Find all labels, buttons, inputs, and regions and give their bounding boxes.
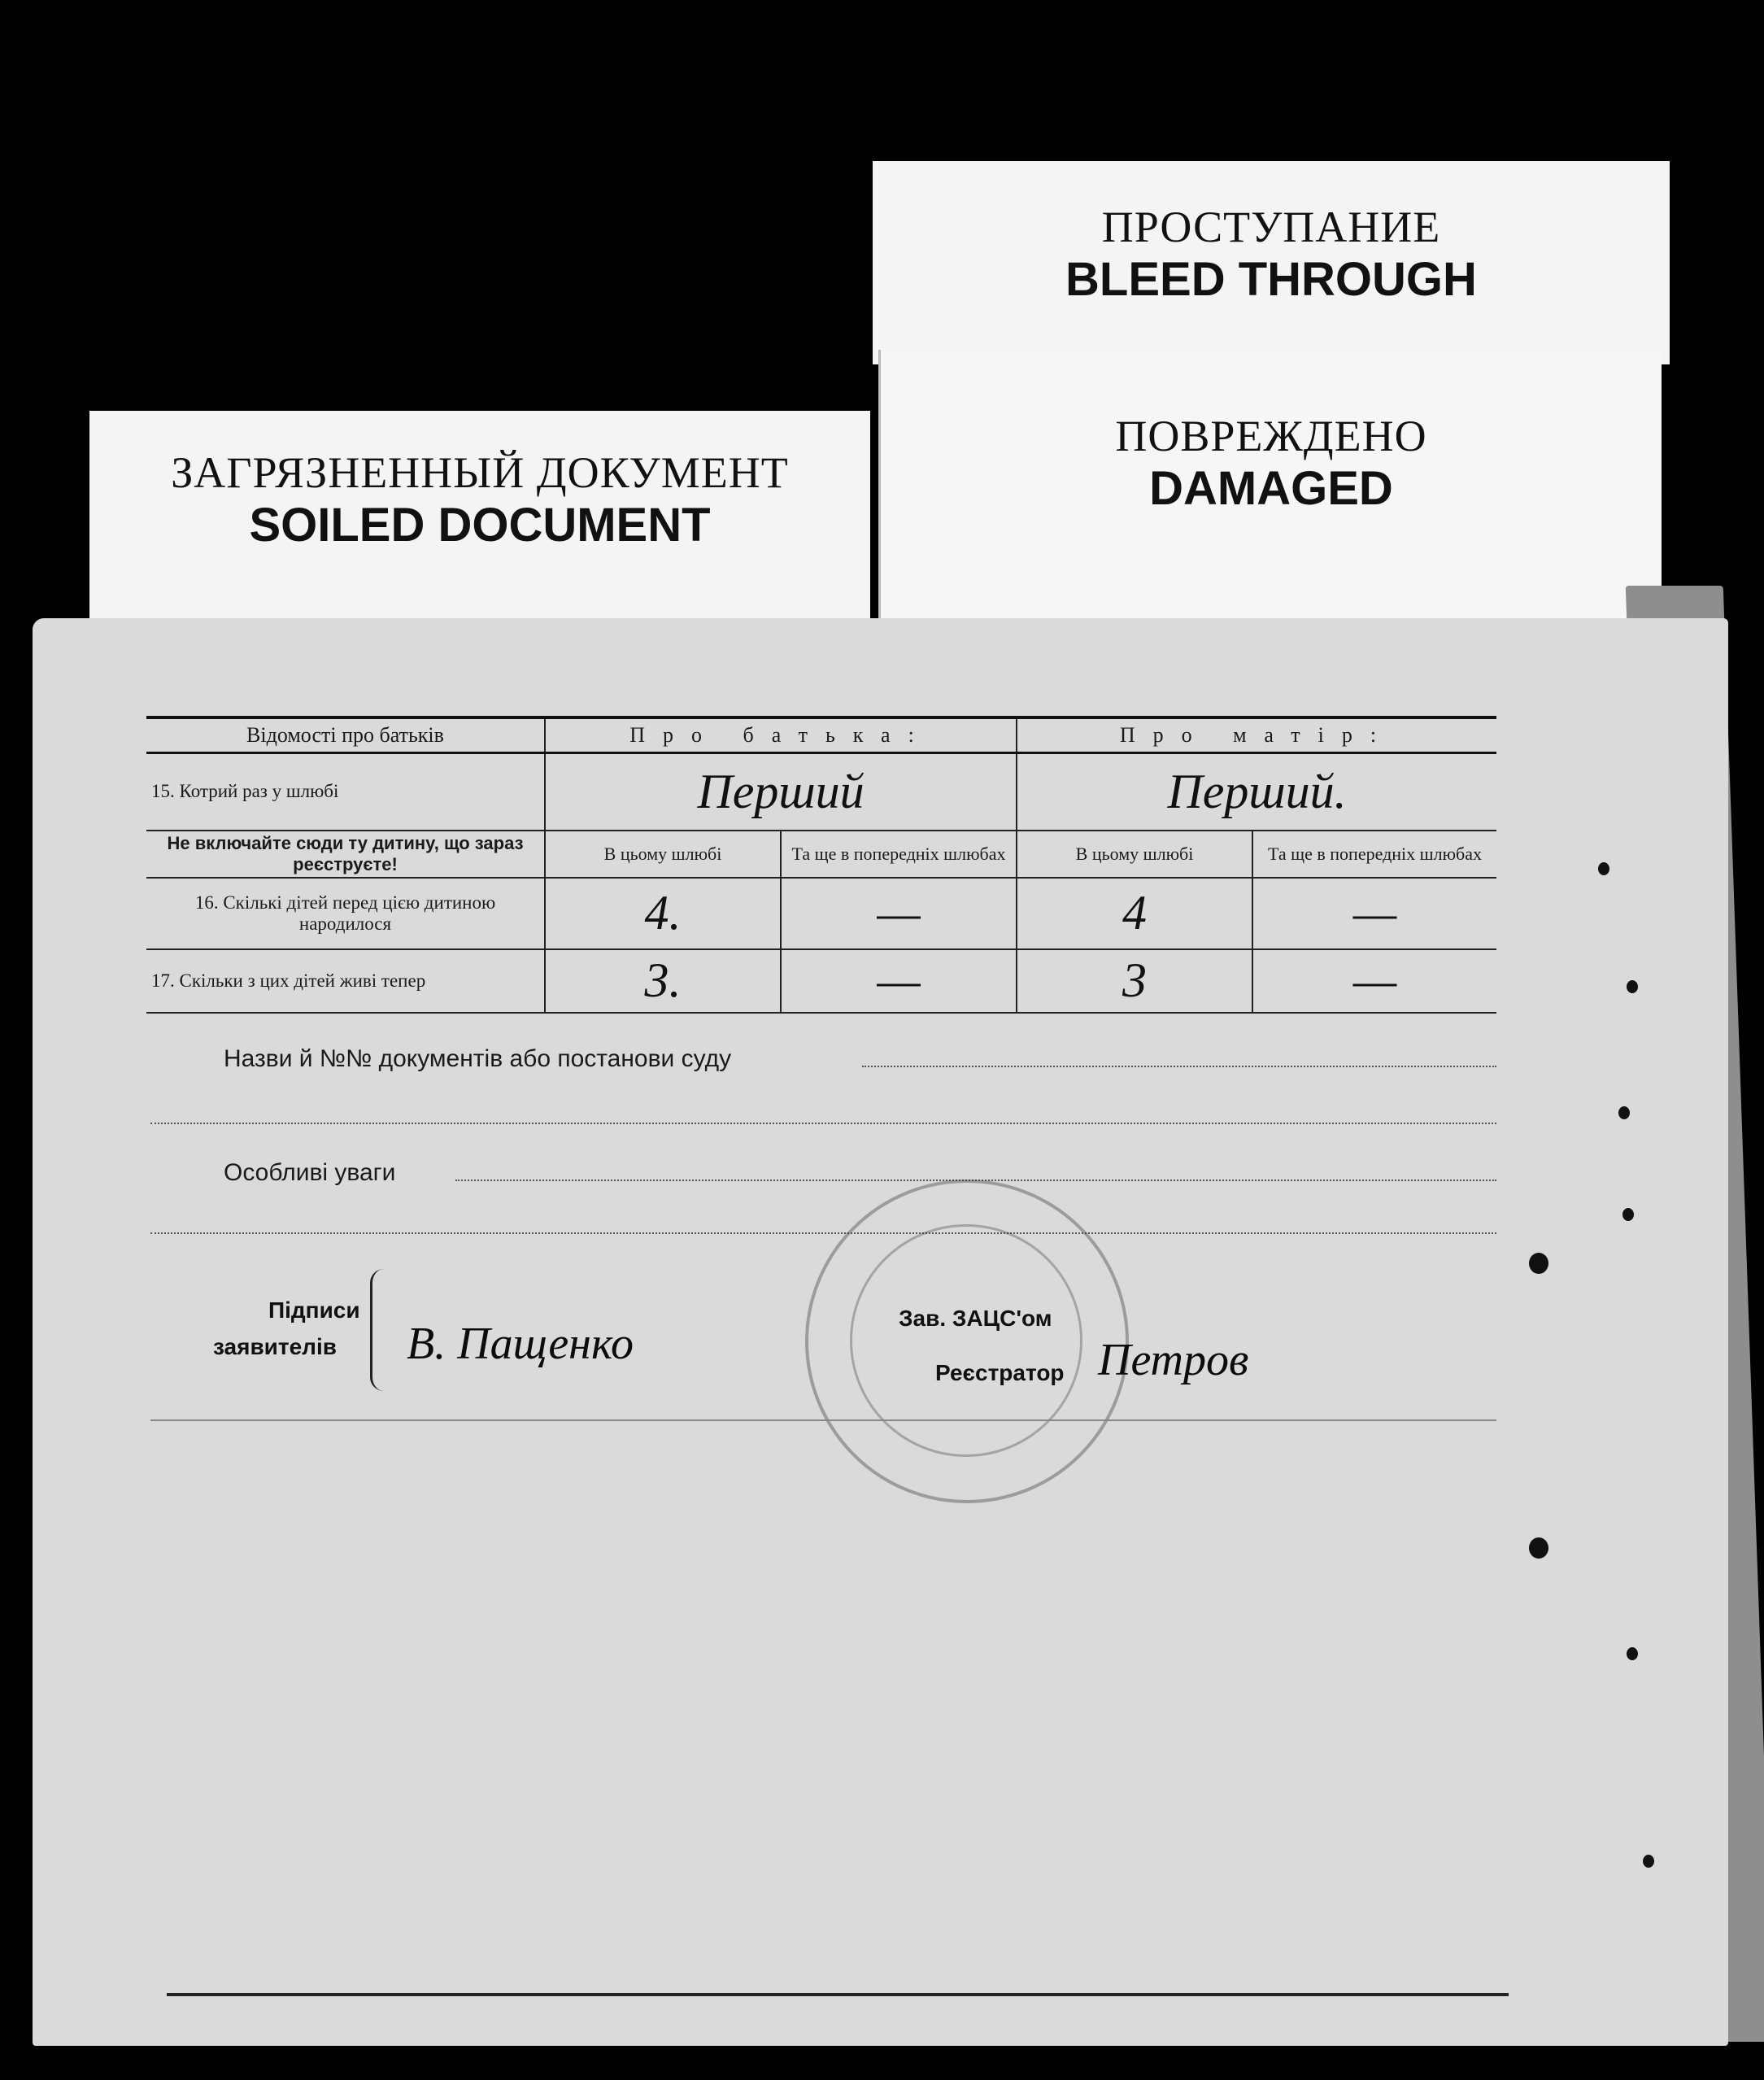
exclude-child-note: Не включайте сюди ту дитину, що зараз реєструєте! xyxy=(146,831,545,878)
documents-field-line xyxy=(862,1066,1496,1067)
head-registry-label: Зав. ЗАЦС'ом xyxy=(899,1306,1052,1331)
table-row xyxy=(146,878,1496,949)
row16-mother-this: 4 xyxy=(1017,878,1252,949)
row16-father-prev: — xyxy=(781,878,1017,949)
table-row xyxy=(146,949,1496,1013)
table-subheader-row xyxy=(146,831,1496,878)
applicant-signature: В. Пащенко xyxy=(407,1319,634,1369)
header-mother: Про матір: xyxy=(1017,717,1496,753)
punch-hole xyxy=(1618,1106,1630,1119)
table-header-row xyxy=(146,717,1496,753)
punch-hole xyxy=(1598,862,1609,875)
damaged-label xyxy=(878,350,1662,618)
row17-father-this: 3. xyxy=(545,949,781,1013)
punch-hole xyxy=(1627,1647,1638,1660)
signatures-label: Підписи xyxy=(268,1297,360,1323)
table-row xyxy=(146,753,1496,831)
row17-mother-prev: — xyxy=(1252,949,1496,1013)
row15-father-value: Перший xyxy=(545,753,1017,831)
bleed-through-ru: ПРОСТУПАНИЕ xyxy=(1101,203,1441,251)
bottom-rule xyxy=(167,1993,1509,1996)
father-in-this-marriage: В цьому шлюбі xyxy=(545,831,781,878)
documents-label: Назви й №№ документів або постанови суду xyxy=(224,1045,732,1072)
header-parents-info: Відомості про батьків xyxy=(146,717,545,753)
soiled-document-en: SOILED DOCUMENT xyxy=(249,499,711,552)
row15-mother-value: Перший. xyxy=(1017,753,1496,831)
official-stamp-inner-ring xyxy=(850,1224,1082,1457)
registrar-label: Реєстратор xyxy=(935,1360,1065,1385)
header-father: Про батька: xyxy=(545,717,1017,753)
row16-father-this: 4. xyxy=(545,878,781,949)
signature-brace xyxy=(370,1269,384,1391)
father-in-previous-marriages: Та ще в попередніх шлюбах xyxy=(781,831,1017,878)
row17-mother-this: 3 xyxy=(1017,949,1252,1013)
registrar-signature: Петров xyxy=(1098,1335,1249,1385)
soiled-document-ru: ЗАГРЯЗНЕННЫЙ ДОКУМЕНТ xyxy=(171,448,789,497)
row16-label: 16. Скількі дітей перед цією дитиною народилося xyxy=(146,878,545,949)
punch-hole xyxy=(1622,1208,1634,1221)
row16-mother-prev: — xyxy=(1252,878,1496,949)
bleed-through-en: BLEED THROUGH xyxy=(1065,253,1477,306)
punch-hole xyxy=(1627,980,1638,993)
punch-hole xyxy=(1643,1855,1654,1868)
applicants-label: заявителів xyxy=(213,1334,337,1359)
mother-in-previous-marriages: Та ще в попередніх шлюбах xyxy=(1252,831,1496,878)
signature-rule xyxy=(150,1419,1496,1421)
damaged-ru: ПОВРЕЖДЕНО xyxy=(1115,412,1427,460)
documents-field-line-2 xyxy=(150,1123,1496,1124)
notes-label: Особливі уваги xyxy=(224,1159,396,1186)
bleed-through-label xyxy=(873,161,1670,364)
soiled-document-label xyxy=(89,411,870,630)
row17-father-prev: — xyxy=(781,949,1017,1013)
notes-field-line-2 xyxy=(150,1232,1496,1234)
row15-label: 15. Котрий раз у шлюбі xyxy=(146,753,545,831)
mother-in-this-marriage: В цьому шлюбі xyxy=(1017,831,1252,878)
punch-hole xyxy=(1529,1253,1548,1274)
damaged-en: DAMAGED xyxy=(1149,462,1393,515)
parents-info-table xyxy=(146,716,1496,1014)
punch-hole xyxy=(1529,1537,1548,1559)
row17-label: 17. Скільки з цих дітей живі тепер xyxy=(146,949,545,1013)
